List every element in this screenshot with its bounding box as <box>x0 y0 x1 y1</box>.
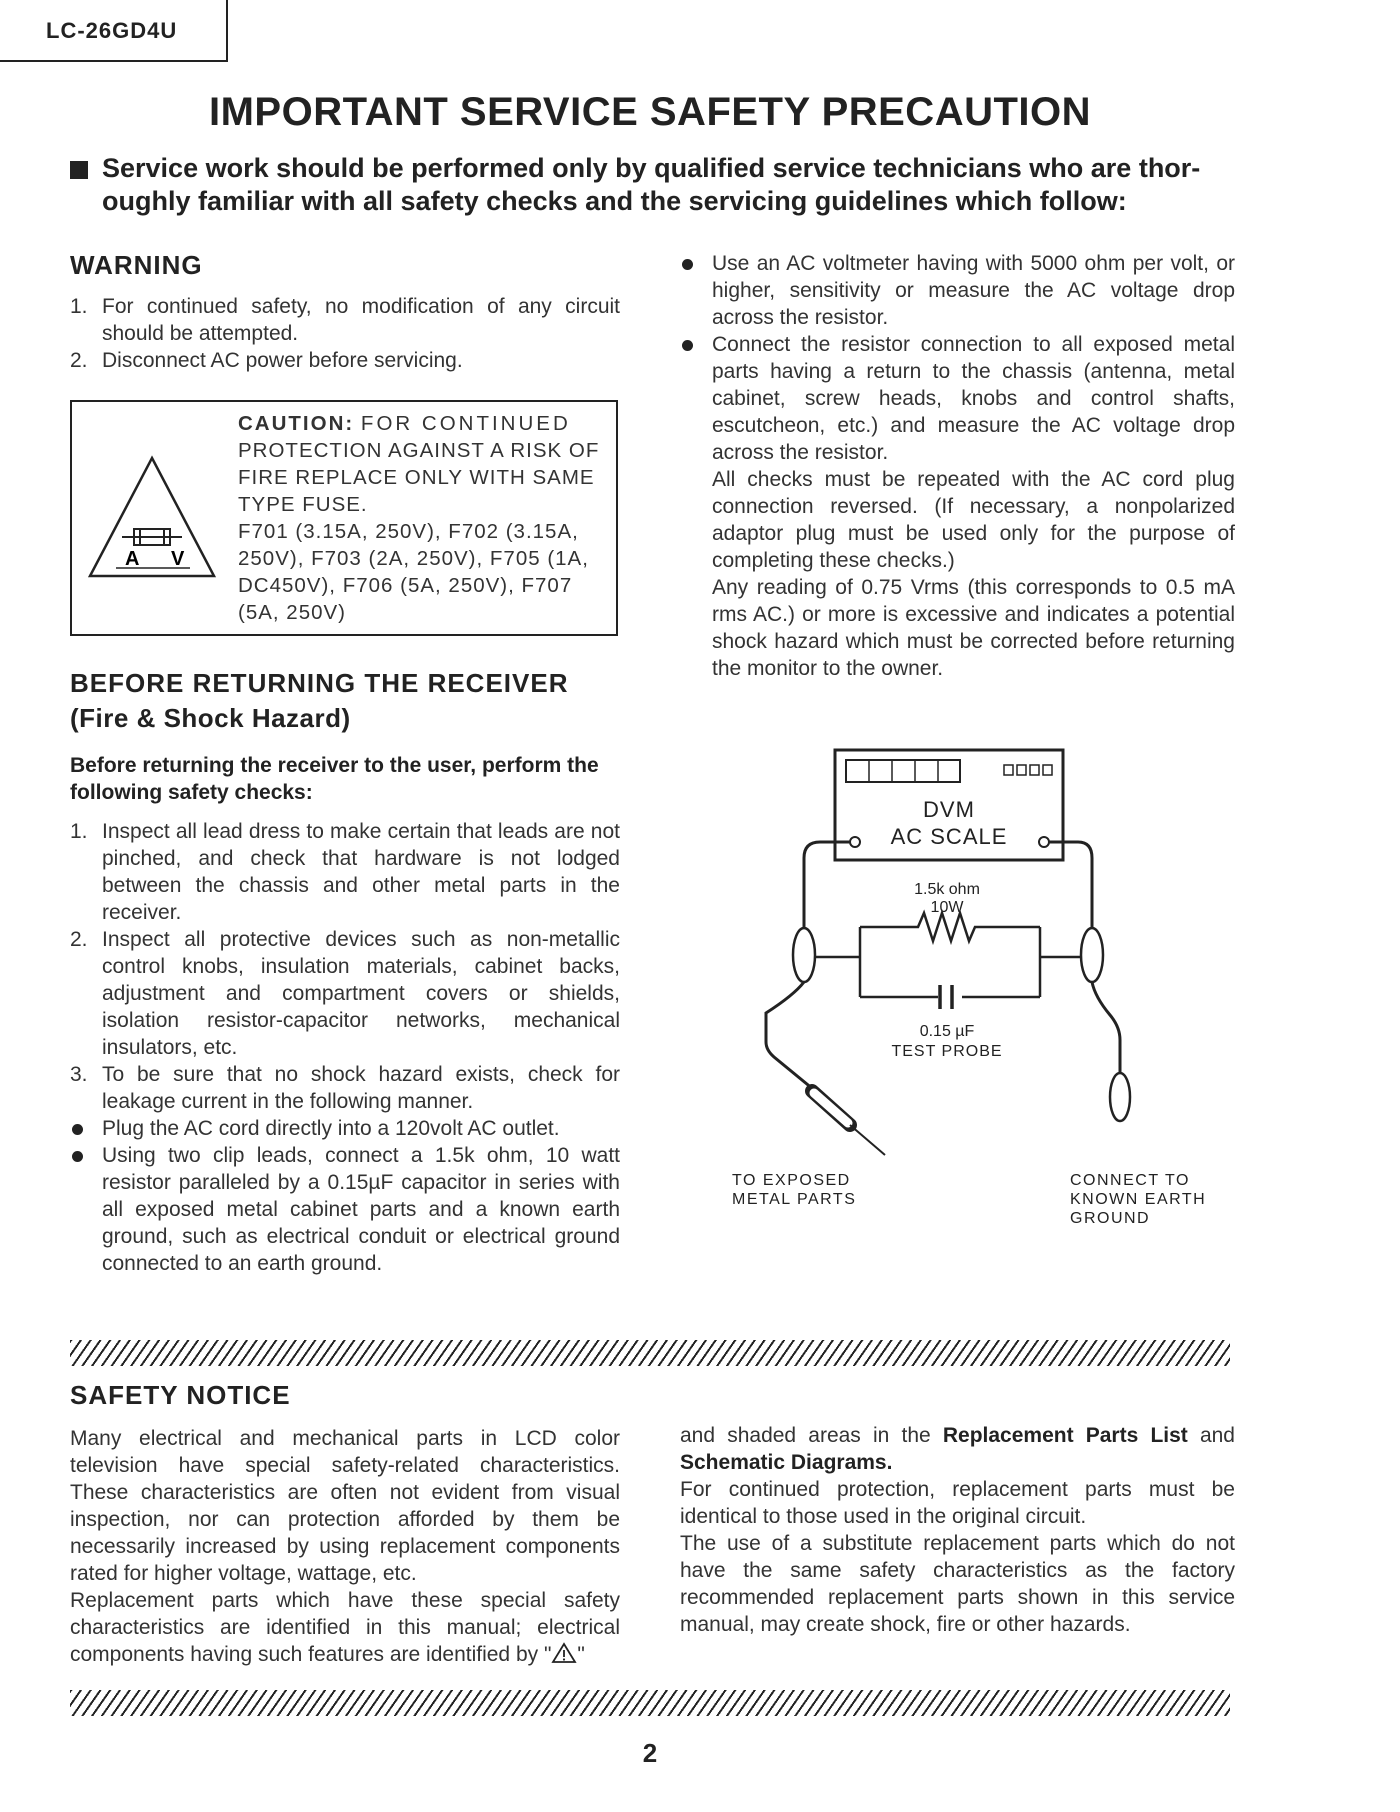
item-text: Disconnect AC power before servicing. <box>102 349 463 372</box>
caution-label: CAUTION: <box>238 412 355 435</box>
capacitor-symbol <box>940 985 952 1009</box>
intro-statement <box>70 152 1240 218</box>
bullet-dot-icon <box>72 1124 83 1135</box>
test-probe <box>812 1091 885 1155</box>
bullet-text: Using two clip leads, connect a 1.5k ohm, 10 watt resistor paralleled by a 0.15µF capacitor in series with all exposed metal cabinet parts and a known earth ground, such as electrical conduit or electrical ground connected to an earth ground. <box>102 1144 620 1275</box>
caution-body: PROTECTION AGAINST A RISK OF FIRE REPLACE ONLY WITH SAME TYPE FUSE. <box>238 439 600 516</box>
caution-lead: FOR CONTINUED <box>360 412 571 435</box>
before-returning-section <box>70 668 620 1277</box>
warning-heading: WARNING <box>70 250 203 280</box>
intro-text: Service work should be performed only by qualified service technicians who are thor-oughly familiar with all safety checks and the servicing guidelines which follow: <box>102 153 1201 216</box>
item-number: 2. <box>70 349 88 372</box>
safety-notice-right <box>680 1422 1235 1638</box>
bullet-item <box>70 1115 620 1142</box>
safety-notice-heading: SAFETY NOTICE <box>70 1380 291 1410</box>
safety-notice-paragraph-3 <box>680 1422 1235 1476</box>
item-text: For continued safety, no modification of any circuit should be attempted. <box>102 295 620 345</box>
check-item <box>70 818 620 926</box>
capacitor-value: 0.15 µF <box>919 1023 975 1040</box>
page-title: IMPORTANT SERVICE SAFETY PRECAUTION <box>208 90 1092 134</box>
bullet-dot-icon <box>682 259 693 270</box>
resistor-value: 1.5k ohm <box>914 881 980 898</box>
schematic-diagrams-ref: Schematic Diagrams. <box>680 1451 893 1474</box>
model-tab <box>0 0 228 62</box>
ac-scale-label: AC SCALE <box>890 824 1008 849</box>
dvm-terminal-left <box>850 837 860 847</box>
clip-lead-left <box>793 928 815 982</box>
page-number: 2 <box>642 1738 658 1768</box>
dvm-terminal-right <box>1039 837 1049 847</box>
reverse-plug-paragraph: All checks must be repeated with the AC cord plug connection reversed. (If necessary, a nonpolarized adaptor plug must be used only for the purpose of completing these checks.) <box>712 468 1235 572</box>
item-number: 1. <box>70 820 88 843</box>
hatched-divider-bottom <box>70 1690 1230 1716</box>
dvm-label: DVM <box>923 797 975 822</box>
clip-lead-right <box>1081 928 1103 982</box>
warning-section <box>70 250 620 374</box>
voltmeter-bullets <box>680 250 1235 466</box>
item-number: 3. <box>70 1063 88 1086</box>
safety-notice-paragraph-4: For continued protection, replacement parts must be identical to those used in the original circuit. <box>680 1478 1235 1528</box>
safety-notice-paragraph-2 <box>70 1587 620 1668</box>
quote-close: " <box>577 1643 585 1666</box>
warning-item <box>70 347 620 374</box>
shaded-areas-text: and shaded areas in the <box>680 1424 943 1447</box>
bullet-item <box>70 1142 620 1277</box>
before-returning-heading: BEFORE RETURNING THE RECEIVER <box>70 668 569 698</box>
leakage-test-diagram <box>700 735 1220 1235</box>
warning-item <box>70 293 620 347</box>
fuse-label-a: A <box>125 548 140 570</box>
caution-box <box>70 400 618 636</box>
exposed-metal-label-2: METAL PARTS <box>732 1191 857 1208</box>
item-text: To be sure that no shock hazard exists, check for leakage current in the following manner. <box>102 1063 620 1113</box>
exposed-metal-label-1: TO EXPOSED <box>732 1172 851 1189</box>
dvm-buttons <box>1004 765 1052 775</box>
earth-ground-label-1: CONNECT TO <box>1070 1172 1190 1189</box>
hatched-divider-top <box>70 1340 1230 1366</box>
reading-threshold-paragraph: Any reading of 0.75 Vrms (this corresponds to 0.5 mA rms AC.) or more is excessive and indicates a potential shock hazard which must be corrected before returning the monitor to the owner. <box>712 576 1235 680</box>
bullet-text: Connect the resistor connection to all exposed metal parts having a return to the chassis (antenna, metal cabinet, screw heads, knobs and control shafts, escutcheon, etc.) and measure the AC voltage drop across the resistor. <box>712 333 1235 464</box>
safety-notice-paragraph-5: The use of a substitute replacement parts which do not have the same safety characteristics as the factory recommended replacement parts shown in this service manual, may create shock, fire or other hazards. <box>680 1532 1235 1636</box>
item-number: 1. <box>70 295 88 318</box>
earth-ground-label-3: GROUND <box>1070 1210 1151 1227</box>
check-item <box>70 1061 620 1115</box>
resistor-wattage: 10W <box>930 899 964 916</box>
item-text: Inspect all protective devices such as non-metallic control knobs, insulation materials, cabinet backs, adjustment and compartment covers or shields, isolation resistor-capacitor networks, mechanical insulators, etc. <box>102 928 620 1059</box>
caution-text <box>238 410 608 626</box>
dvm-display <box>846 760 960 782</box>
and-text: and <box>1187 1424 1235 1447</box>
replacement-parts-list-ref: Replacement Parts List <box>942 1424 1188 1447</box>
check-item <box>70 926 620 1061</box>
resistor-symbol <box>860 913 1040 941</box>
safety-notice-text: Replacement parts which have these special safety characteristics are identified in this manual; electrical components having such features are identified by " <box>70 1589 620 1666</box>
item-text: Inspect all lead dress to make certain that leads are not pinched, and check that hardware is not lodged between the chassis and other metal parts in the receiver. <box>102 820 620 924</box>
fuse-ratings: F701 (3.15A, 250V), F702 (3.15A, 250V), F703 (2A, 250V), F705 (1A, DC450V), F706 (5A, 250V), F707 (5A, 250V) <box>238 520 589 624</box>
bullet-text: Use an AC voltmeter having with 5000 ohm per volt, or higher, sensitivity or measure the AC voltage drop across the resistor. <box>712 252 1235 329</box>
model-number: LC-26GD4U <box>46 18 178 43</box>
bullet-dot-icon <box>682 340 693 351</box>
bullet-item <box>680 331 1235 466</box>
checks-list <box>70 818 620 1115</box>
earth-ground-label-2: KNOWN EARTH <box>1070 1191 1207 1208</box>
safety-warning-triangle-icon <box>551 1642 577 1664</box>
item-number: 2. <box>70 928 88 951</box>
safety-notice-paragraph-1: Many electrical and mechanical parts in LCD color television have special safety-related characteristics. These characteristics are often not evident from visual inspection, nor can protection afforded by them be necessarily increased by using replacement components rated for higher voltage, wattage, etc. <box>70 1427 620 1585</box>
bullet-item <box>680 250 1235 331</box>
ground-clip <box>1110 1073 1130 1121</box>
checks-bullets <box>70 1115 620 1277</box>
safety-notice-section <box>70 1380 620 1668</box>
fuse-label-v: V <box>171 548 185 570</box>
before-returning-subheading: (Fire & Shock Hazard) <box>70 703 351 733</box>
fuse-warning-triangle-icon <box>82 452 222 582</box>
before-returning-lead: Before returning the receiver to the user, perform the following safety checks: <box>70 754 599 804</box>
square-bullet-icon <box>70 161 88 179</box>
warning-list <box>70 293 620 374</box>
bullet-text: Plug the AC cord directly into a 120volt AC outlet. <box>102 1117 560 1140</box>
test-probe-label: TEST PROBE <box>891 1043 1003 1060</box>
bullet-dot-icon <box>72 1151 83 1162</box>
right-column-text <box>680 250 1235 682</box>
